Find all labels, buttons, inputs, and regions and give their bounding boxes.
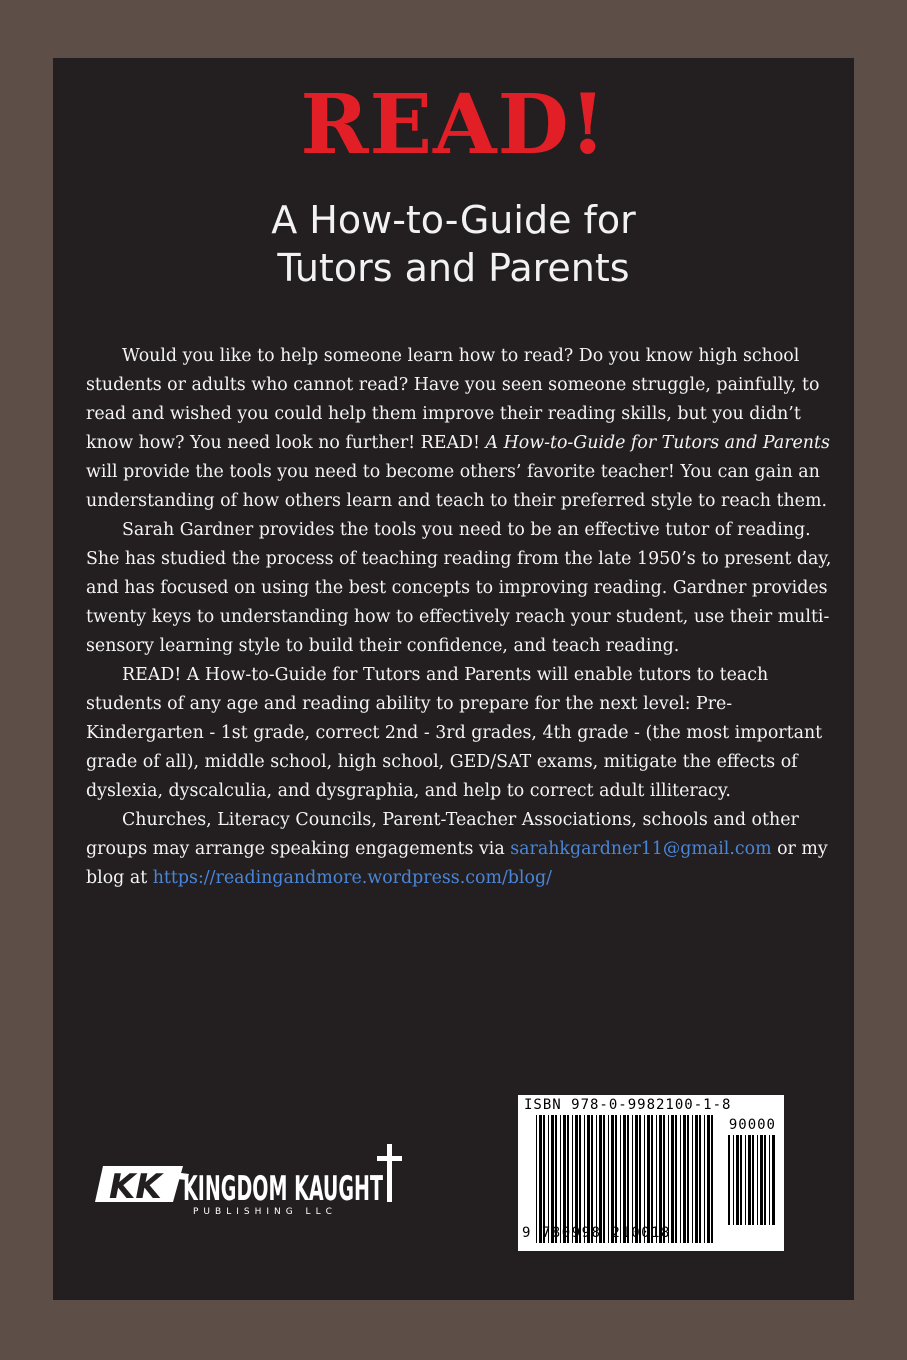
publisher-monogram: KK: [109, 1167, 162, 1207]
subtitle-line-2: Tutors and Parents: [277, 246, 630, 290]
isbn-label: ISBN 978-0-9982100-1-8: [524, 1097, 732, 1113]
publisher-logo: [97, 1136, 407, 1216]
blurb-paragraph-4: Churches, Literacy Councils, Parent-Teacher Associations, schools and other groups may arrange speaking engagements via sarahkgardner11@gmail.com or my blog at https://readingandmore.wordpress.com/blog/: [86, 810, 828, 888]
ean-digits: 9 780998 210018: [522, 1225, 671, 1241]
publisher-tagline: PUBLISHING LLC: [193, 1207, 337, 1217]
publisher-logo-icon: [97, 1136, 407, 1216]
subtitle-line-1: A How-to-Guide for: [271, 198, 636, 242]
blog-link[interactable]: https://readingandmore.wordpress.com/blog/: [152, 868, 552, 888]
isbn-barcode: [518, 1095, 784, 1251]
book-subtitle: [53, 196, 854, 292]
publisher-name: KINGDOM KAUGHT: [183, 1169, 384, 1209]
book-title-italic: A How-to-Guide for Tutors and Parents: [485, 433, 830, 453]
back-cover-panel: [53, 58, 854, 1300]
email-link[interactable]: sarahkgardner11@gmail.com: [510, 839, 772, 859]
price-code: 90000: [728, 1117, 776, 1133]
blurb-paragraph-1: Would you like to help someone learn how to read? Do you know high school students or adults who cannot read? Have you seen someone struggle, painfully, to read and wished you could help them improve their reading skills, but you didn’t know how? You need look no further! READ! A How-to-Guide for Tutors and Parents will provide the tools you need to become others’ favorite teacher! You can gain an understanding of how others learn and teach to their preferred style to reach them.: [86, 346, 830, 511]
blurb: [86, 342, 834, 893]
blurb-paragraph-3: READ! A How-to-Guide for Tutors and Parents will enable tutors to teach students of any age and reading ability to prepare for the next level: Pre-Kindergarten - 1st grade, correct 2nd - 3rd grades, 4th grade - (the most important grade of all), middle school, high school, GED/SAT exams, mitigate the effects of dyslexia, dyscalculia, and dysgraphia, and help to correct adult illiteracy.: [86, 665, 823, 801]
book-title: READ!: [300, 77, 607, 173]
blurb-paragraph-2: Sarah Gardner provides the tools you need to be an effective tutor of reading. She has studied the process of teaching reading from the late 1950’s to present day, and has focused on using the best concepts to improving reading. Gardner provides twenty keys to understanding how to effectively reach your student, use their multi-sensory learning style to build their confidence, and teach reading.: [86, 520, 832, 656]
